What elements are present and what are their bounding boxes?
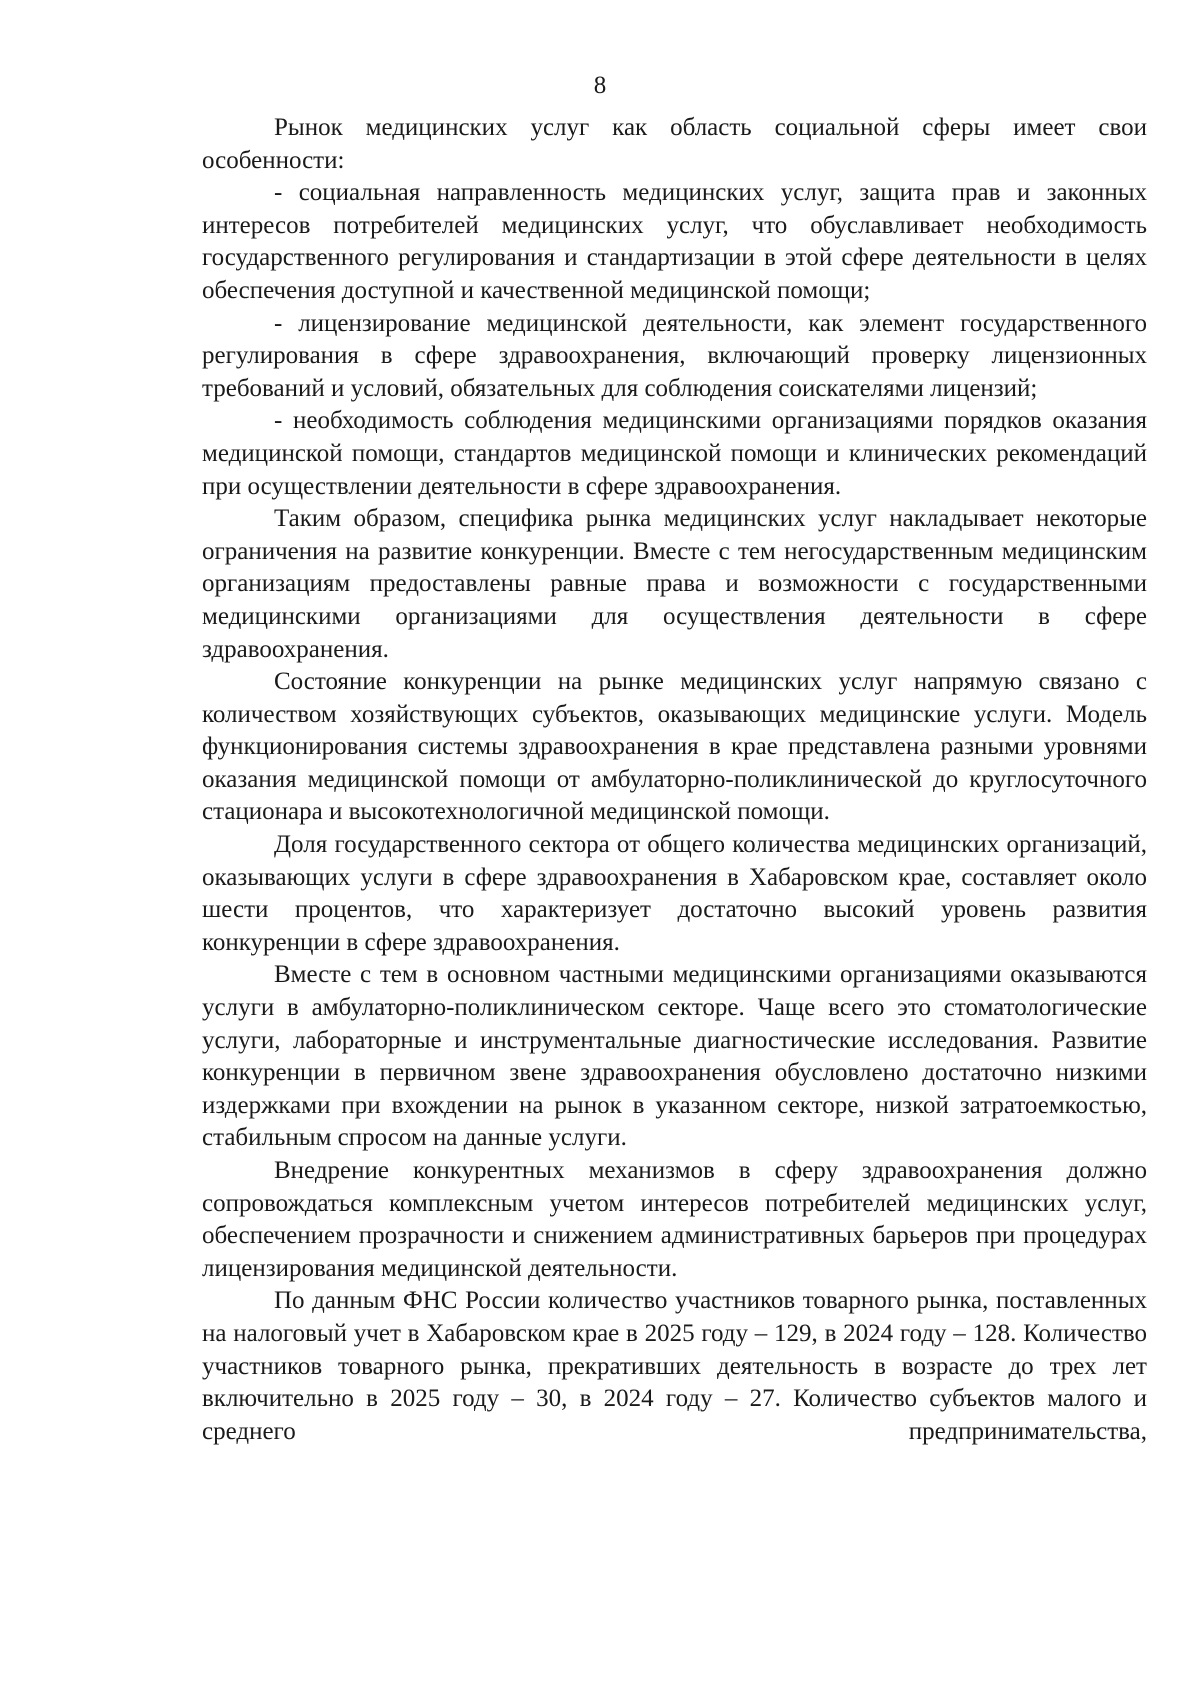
page-number: 8 [593, 72, 607, 99]
paragraph-state-sector-share: Доля государственного сектора от общего количества медицинских организаций, оказывающих услуги в сфере здравоохранения в Хабаровском крае, составляет около шести процентов, что характеризует достаточно высокий уровень развития конкуренции в сфере здравоохранения. [202, 831, 1147, 956]
document-body [202, 112, 1147, 1448]
paragraph-fns-statistics: По данным ФНС России количество участников товарного рынка, поставленных на налоговый учет в Хабаровском крае в 2025 году – 129, в 2024 году – 128. Количество участников товарного рынка, прекративших деятельность в возрасте до трех лет включительно в 2025 году – 30, в 2024 году – 27. Количество субъектов малого и среднего предпринимательства, [202, 1287, 1147, 1445]
paragraph-licensing: - лицензирование медицинской деятельности, как элемент государственного регулирования в сфере здравоохранения, включающий проверку лицензионных требований и условий, обязательных для соблюдения соискателями лицензий; [202, 309, 1147, 402]
paragraph-social-orientation: - социальная направленность медицинских услуг, защита прав и законных интересов потребителей медицинских услуг, что обуславливает необходимость государственного регулирования и стандартизации в этой сфере деятельности в целях обеспечения доступной и качественной медицинской помощи; [202, 179, 1147, 304]
paragraph-competitive-mechanisms: Внедрение конкурентных механизмов в сферу здравоохранения должно сопровождаться комплексным учетом интересов потребителей медицинских услуг, обеспечением прозрачности и снижением административных барьеров при процедурах лицензирования медицинской деятельности. [202, 1157, 1147, 1282]
paragraph-private-outpatient: Вместе с тем в основном частными медицинскими организациями оказываются услуги в амбулаторно-поликлиническом секторе. Чаще всего это стоматологические услуги, лабораторные и инструментальные диагностические исследования. Развитие конкуренции в первичном звене здравоохранения обусловлено достаточно низкими издержками при вхождении на рынок в указанном секторе, низкой затратоемкостью, стабильным спросом на данные услуги. [202, 961, 1147, 1152]
paragraph-competition-state: Состояние конкуренции на рынке медицинских услуг напрямую связано с количеством хозяйствующих субъектов, оказывающих медицинские услуги. Модель функционирования системы здравоохранения в крае представлена разными уровнями оказания медицинской помощи от амбулаторно-поликлинической до круглосуточного стационара и высокотехнологичной медицинской помощи. [202, 668, 1147, 826]
paragraph-compliance: - необходимость соблюдения медицинскими организациями порядков оказания медицинской помощи, стандартов медицинской помощи и клинических рекомендаций при осуществлении деятельности в сфере здравоохранения. [202, 407, 1147, 500]
paragraph-market-features-intro: Рынок медицинских услуг как область социальной сферы имеет свои особенности: [202, 114, 1147, 174]
paragraph-market-specifics: Таким образом, специфика рынка медицинских услуг накладывает некоторые ограничения на развитие конкуренции. Вместе с тем негосударственным медицинским организациям предоставлены равные права и возможности с государственными медицинскими организациями для осуществления деятельности в сфере здравоохранения. [202, 505, 1147, 663]
